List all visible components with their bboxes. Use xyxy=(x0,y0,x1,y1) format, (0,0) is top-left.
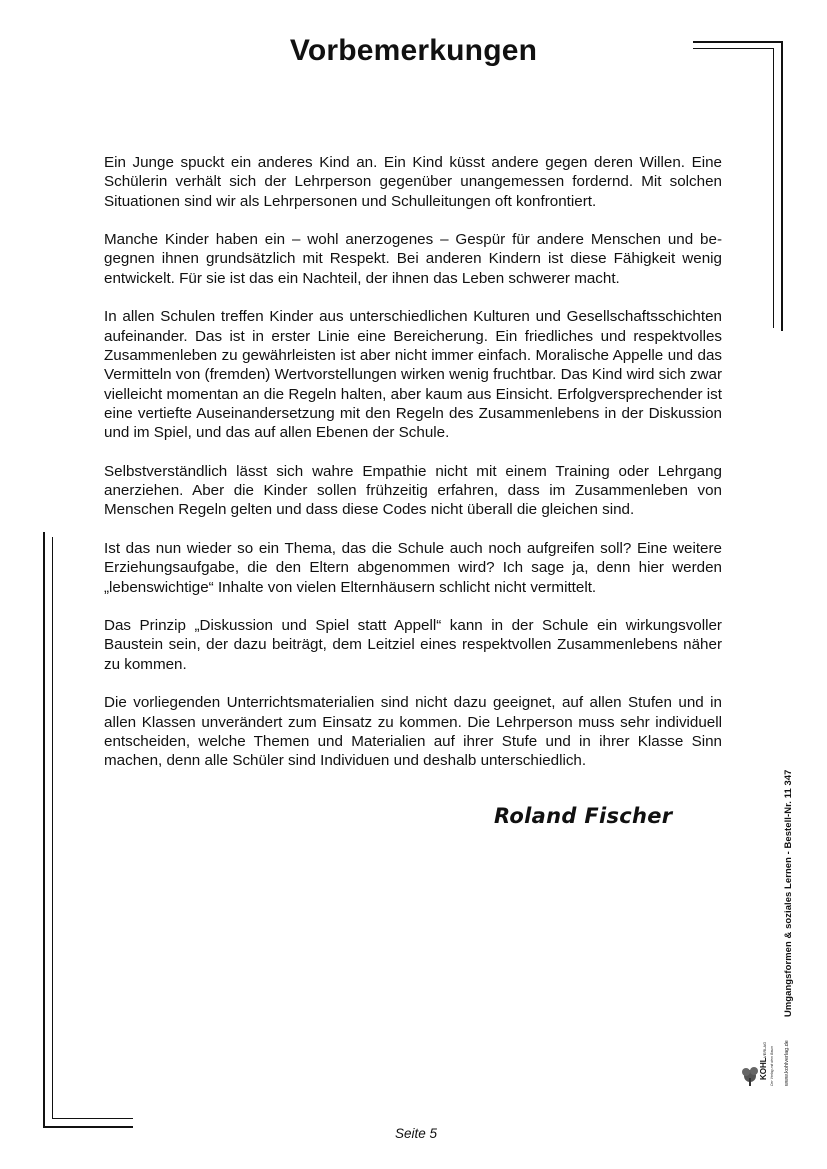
logo-url: www.kohlverlag.de xyxy=(784,1040,790,1086)
paragraph-7: Die vorliegenden Unterrichtsmaterialien sind nicht dazu geeignet, auf allen Stufen und in allen Klassen unverändert zum Einsatz zu kommen. Die Lehrperson muss sehr individuell entscheiden, welche Themen und Materialien auf ihrer Stufe und in ihrer Klasse Sinn machen, denn alle Schüler sind Individuen und deshalb unterschiedlich. xyxy=(104,694,722,770)
paragraph-4: Selbstverständlich lässt sich wahre Empathie nicht mit einem Training oder Lehrgang anerziehen. Aber die Kinder sollen frühzeitig erfahren, dass im Zusammenleben von Menschen Regeln gelten und dass diese Codes nicht überall die gleichen sind. xyxy=(104,462,722,519)
tree-logo-icon xyxy=(740,1020,790,1088)
body-text xyxy=(104,153,722,790)
frame-right-line-outer xyxy=(781,41,783,331)
author-signature: Roland Fischer xyxy=(494,804,673,828)
side-note-text: Umgangsformen & soziales Lernen - Bestell-Nr. 11 347 xyxy=(782,769,793,1017)
frame-left-line-inner xyxy=(52,537,53,1119)
paragraph-1: Ein Junge spuckt ein anderes Kind an. Ein Kind küsst andere gegen deren Willen. Eine Schülerin verhält sich der Lehrperson gegenüber unangemessen fordernd. Mit solchen Situationen sind wir als Lehrpersonen und Schulleitungen oft konfrontiert. xyxy=(104,154,722,210)
frame-right-line-inner xyxy=(773,48,774,328)
logo-name: KOHL xyxy=(759,1057,768,1080)
page-title: Vorbemerkungen xyxy=(289,34,538,67)
frame-bottom-line-inner xyxy=(52,1118,133,1119)
publisher-logo xyxy=(740,1020,790,1088)
paragraph-5: Ist das nun wieder so ein Thema, das die Schule auch noch aufgreifen soll? Eine weitere Erziehungsaufgabe, die den Eltern abgenommen wird? Ich sage ja, denn hier werden „lebenswichtige“ Inhalte von vielen Elternhäusern schlicht nicht vermittelt. xyxy=(104,539,722,596)
paragraph-2: Manche Kinder haben ein – wohl anerzogenes – Gespür für andere Menschen und begegnen ihnen grundsätzlich mit Respekt. Bei anderen Kindern ist diese Fähigkeit wenig entwickelt. Für sie ist das ein Nachteil, der ihnen das Leben schwerer macht. xyxy=(104,231,722,287)
logo-tagline: Der Verlag mit dem Baum xyxy=(770,1045,774,1086)
frame-left-line-outer xyxy=(43,532,45,1128)
paragraph-3: In allen Schulen treffen Kinder aus unterschiedlichen Kulturen und Gesellschaftsschichten aufeinander. Das ist in erster Linie eine Bereicherung. Ein friedliches und respektvolles Zusammenleben zu gewährleisten ist aber nicht immer einfach. Moralische Appelle und das Vermitteln von (fremden) Wertvorstellungen wirken wenig fruchtbar. Das Kind wird sich zwar vielleicht momentan an die Regeln halten, aber kaum aus Einsicht. Erfolgversprechender ist eine vertiefte Auseinandersetzung mit den Regeln des Zusammenlebens in der Diskussion und im Spiel, und das auf allen Ebenen der Schule. xyxy=(104,308,722,442)
paragraph-6: Das Prinzip „Diskussion und Spiel statt Appell“ kann in der Schule ein wirkungsvoller Baustein sein, der dazu beiträgt, dem Leitziel eines respektvollen Zusammenlebens näher zu kommen. xyxy=(104,617,722,673)
page-number: Seite 5 xyxy=(394,1126,438,1141)
logo-sub: VERLAG xyxy=(762,1041,767,1058)
